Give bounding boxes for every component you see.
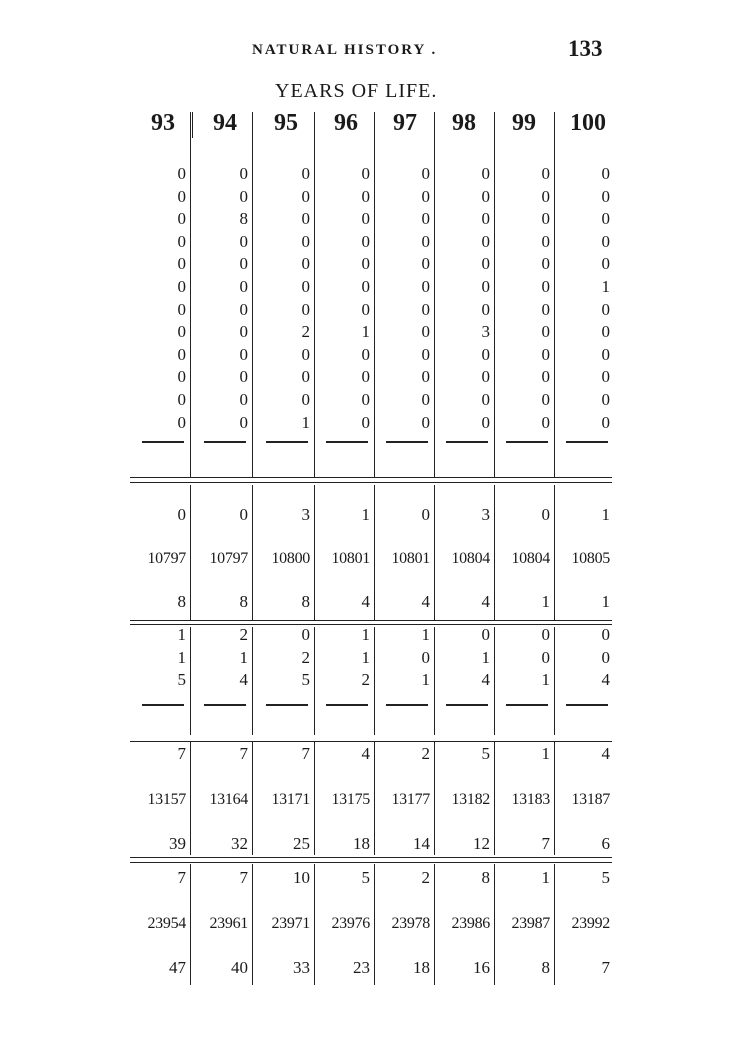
total-cell: 47 (169, 958, 186, 977)
annual-deaths-cell: 4 (481, 670, 490, 689)
column-divider (252, 864, 253, 985)
total-cell: 23976 (331, 915, 370, 932)
subtotal-cell: 3 (481, 505, 490, 524)
column-divider (434, 742, 435, 855)
annual-deaths-cell: 0 (601, 231, 610, 251)
annual-deaths-cell: 0 (301, 164, 310, 183)
column-divider (434, 627, 435, 735)
annual-deaths-cell: 0 (421, 412, 430, 432)
subtotal-cell: 13182 (451, 791, 490, 808)
column-divider (494, 742, 495, 855)
annual-deaths-cell: 0 (239, 277, 248, 296)
subtotal-cell: 13175 (331, 791, 370, 808)
subtotal-cell: 0 (421, 505, 430, 524)
annual-deaths-cell: 0 (601, 412, 610, 432)
subtotal-cell: 2 (421, 744, 430, 763)
annual-deaths-cell: 3 (481, 322, 490, 342)
annual-deaths-cell: 0 (601, 390, 610, 409)
annual-deaths-cell: 0 (301, 390, 310, 409)
annual-deaths-cell: 0 (239, 299, 248, 319)
annual-deaths-cell: 0 (239, 164, 248, 183)
annual-deaths-cell: 0 (481, 367, 490, 387)
annual-deaths-cell: 0 (481, 164, 490, 183)
column-divider (374, 742, 375, 855)
annual-deaths-cell: 0 (481, 625, 490, 644)
annual-deaths-cell: 0 (601, 648, 610, 667)
column-divider (494, 485, 495, 620)
column-divider (252, 112, 253, 478)
annual-deaths-cell: 1 (239, 648, 248, 667)
block-rule (130, 620, 612, 621)
total-cell: 23954 (147, 915, 186, 932)
annual-deaths-cell: 0 (239, 254, 248, 274)
annual-deaths-cell: 0 (541, 412, 550, 432)
annual-deaths-cell: 0 (541, 186, 550, 206)
subtotal-cell: 6 (601, 834, 610, 853)
page-number: 133 (568, 36, 603, 61)
annual-deaths-cell: 0 (421, 186, 430, 206)
annual-deaths-cell: 0 (481, 231, 490, 251)
sum-dash (204, 441, 246, 443)
subtotal-cell: 1 (541, 592, 550, 611)
subtotal-cell: 39 (169, 834, 186, 853)
subtotal-cell: 10800 (271, 550, 310, 567)
annual-deaths-cell: 0 (481, 186, 490, 206)
subtotal-cell: 10801 (391, 550, 430, 567)
subtotal-cell: 5 (481, 744, 490, 763)
annual-deaths-cell: 0 (301, 299, 310, 319)
subtotal-cell: 13171 (271, 791, 310, 808)
annual-deaths-cell: 0 (239, 344, 248, 364)
total-cell: 5 (361, 868, 370, 887)
total-cell: 40 (231, 958, 248, 977)
column-divider (314, 112, 315, 478)
subtotal-cell: 1 (601, 505, 610, 524)
annual-deaths-cell: 0 (541, 367, 550, 387)
annual-deaths-cell: 0 (177, 209, 186, 229)
column-header: 96 (334, 110, 358, 136)
subtotal-cell: 0 (177, 505, 186, 524)
annual-deaths-cell: 0 (481, 254, 490, 274)
subtotal-cell: 7 (301, 744, 310, 763)
annual-deaths-cell: 0 (361, 299, 370, 319)
annual-deaths-cell: 0 (301, 625, 310, 644)
annual-deaths-cell: 0 (601, 299, 610, 319)
block-rule (130, 857, 612, 858)
annual-deaths-cell: 0 (301, 344, 310, 364)
annual-deaths-cell: 0 (361, 344, 370, 364)
annual-deaths-cell: 4 (601, 670, 610, 689)
column-header: 100 (570, 110, 606, 136)
annual-deaths-cell: 2 (361, 670, 370, 689)
annual-deaths-cell: 0 (177, 254, 186, 274)
column-divider (554, 864, 555, 985)
subtotal-cell: 4 (481, 592, 490, 611)
annual-deaths-cell: 0 (421, 648, 430, 667)
annual-deaths-cell: 0 (541, 277, 550, 296)
total-cell: 23992 (571, 915, 610, 932)
total-cell: 7 (601, 958, 610, 977)
table-title: YEARS OF LIFE. (275, 80, 438, 102)
subtotal-cell: 8 (177, 592, 186, 611)
annual-deaths-cell: 0 (361, 412, 370, 432)
sum-dash (266, 704, 308, 706)
annual-deaths-cell: 2 (239, 625, 248, 644)
annual-deaths-cell: 0 (601, 164, 610, 183)
annual-deaths-cell: 0 (481, 390, 490, 409)
sum-dash (386, 704, 428, 706)
annual-deaths-cell: 0 (239, 390, 248, 409)
annual-deaths-cell: 0 (177, 299, 186, 319)
column-divider (494, 864, 495, 985)
annual-deaths-cell: 0 (239, 231, 248, 251)
subtotal-cell: 1 (601, 592, 610, 611)
subtotal-cell: 18 (353, 834, 370, 853)
column-header: 95 (274, 110, 298, 136)
annual-deaths-cell: 0 (541, 322, 550, 342)
sum-dash (326, 704, 368, 706)
total-cell: 18 (413, 958, 430, 977)
total-cell: 23971 (271, 915, 310, 932)
subtotal-cell: 7 (541, 834, 550, 853)
subtotal-cell: 4 (361, 744, 370, 763)
annual-deaths-cell: 0 (421, 344, 430, 364)
total-cell: 23986 (451, 915, 490, 932)
column-divider (190, 742, 191, 855)
sum-dash (446, 441, 488, 443)
total-cell: 23 (353, 958, 370, 977)
annual-deaths-cell: 0 (421, 277, 430, 296)
total-cell: 5 (601, 868, 610, 887)
annual-deaths-cell: 0 (361, 254, 370, 274)
total-cell: 10 (293, 868, 310, 887)
annual-deaths-cell: 0 (361, 390, 370, 409)
sum-dash (566, 704, 608, 706)
annual-deaths-cell: 0 (541, 344, 550, 364)
sum-dash (266, 441, 308, 443)
annual-deaths-cell: 0 (541, 390, 550, 409)
annual-deaths-cell: 0 (601, 367, 610, 387)
column-divider (190, 485, 191, 620)
column-divider (374, 112, 375, 478)
annual-deaths-cell: 0 (177, 367, 186, 387)
subtotal-cell: 10797 (209, 550, 248, 567)
total-cell: 23961 (209, 915, 248, 932)
column-divider (374, 864, 375, 985)
column-divider (494, 112, 495, 478)
column-divider (190, 627, 191, 735)
column-divider (374, 627, 375, 735)
subtotal-cell: 25 (293, 834, 310, 853)
annual-deaths-cell: 1 (481, 648, 490, 667)
annual-deaths-cell: 0 (361, 277, 370, 296)
subtotal-cell: 10804 (511, 550, 550, 567)
subtotal-cell: 0 (541, 505, 550, 524)
annual-deaths-cell: 0 (421, 322, 430, 342)
annual-deaths-cell: 2 (301, 322, 310, 342)
column-header: 97 (393, 110, 417, 136)
annual-deaths-cell: 0 (601, 625, 610, 644)
annual-deaths-cell: 0 (541, 625, 550, 644)
column-divider (434, 112, 435, 478)
subtotal-cell: 12 (473, 834, 490, 853)
total-cell: 2 (421, 868, 430, 887)
annual-deaths-cell: 0 (421, 299, 430, 319)
block-rule (130, 477, 612, 478)
column-divider (314, 627, 315, 735)
subtotal-cell: 7 (239, 744, 248, 763)
column-divider (554, 485, 555, 620)
subtotal-cell: 32 (231, 834, 248, 853)
subtotal-cell: 4 (421, 592, 430, 611)
annual-deaths-cell: 0 (301, 277, 310, 296)
total-cell: 33 (293, 958, 310, 977)
total-cell: 7 (239, 868, 248, 887)
annual-deaths-cell: 0 (421, 164, 430, 183)
annual-deaths-cell: 0 (177, 322, 186, 342)
annual-deaths-cell: 0 (601, 322, 610, 342)
sum-dash (506, 704, 548, 706)
subtotal-cell: 13157 (147, 791, 186, 808)
annual-deaths-cell: 0 (541, 164, 550, 183)
column-divider (314, 742, 315, 855)
column-header: 94 (213, 110, 237, 136)
annual-deaths-cell: 2 (301, 648, 310, 667)
column-divider (494, 627, 495, 735)
sum-dash (142, 441, 184, 443)
annual-deaths-cell: 1 (177, 648, 186, 667)
annual-deaths-cell: 0 (239, 322, 248, 342)
subtotal-cell: 10797 (147, 550, 186, 567)
block-rule (130, 862, 612, 863)
subtotal-cell: 3 (301, 505, 310, 524)
annual-deaths-cell: 0 (177, 412, 186, 432)
subtotal-cell: 4 (361, 592, 370, 611)
column-divider (434, 864, 435, 985)
annual-deaths-cell: 0 (421, 209, 430, 229)
annual-deaths-cell: 1 (177, 625, 186, 644)
column-divider (252, 742, 253, 855)
annual-deaths-cell: 0 (177, 231, 186, 251)
column-divider (434, 485, 435, 620)
subtotal-cell: 13187 (571, 791, 610, 808)
total-cell: 23987 (511, 915, 550, 932)
annual-deaths-cell: 0 (301, 367, 310, 387)
annual-deaths-cell: 0 (177, 344, 186, 364)
column-divider (314, 485, 315, 620)
annual-deaths-cell: 0 (301, 254, 310, 274)
subtotal-cell: 1 (361, 505, 370, 524)
annual-deaths-cell: 1 (421, 625, 430, 644)
total-cell: 16 (473, 958, 490, 977)
annual-deaths-cell: 0 (421, 254, 430, 274)
annual-deaths-cell: 0 (541, 231, 550, 251)
annual-deaths-cell: 1 (361, 648, 370, 667)
sum-dash (386, 441, 428, 443)
annual-deaths-cell: 0 (541, 209, 550, 229)
header-divider (192, 112, 193, 138)
column-header: 93 (151, 110, 175, 136)
total-cell: 7 (177, 868, 186, 887)
annual-deaths-cell: 0 (481, 412, 490, 432)
annual-deaths-cell: 0 (361, 209, 370, 229)
annual-deaths-cell: 0 (541, 254, 550, 274)
annual-deaths-cell: 0 (481, 299, 490, 319)
annual-deaths-cell: 0 (421, 390, 430, 409)
annual-deaths-cell: 0 (361, 367, 370, 387)
annual-deaths-cell: 5 (301, 670, 310, 689)
annual-deaths-cell: 0 (239, 367, 248, 387)
annual-deaths-cell: 0 (239, 412, 248, 432)
annual-deaths-cell: 0 (239, 186, 248, 206)
annual-deaths-cell: 0 (481, 344, 490, 364)
column-divider (554, 627, 555, 735)
subtotal-cell: 0 (239, 505, 248, 524)
annual-deaths-cell: 0 (541, 648, 550, 667)
subtotal-cell: 14 (413, 834, 430, 853)
column-divider (554, 112, 555, 478)
annual-deaths-cell: 0 (177, 164, 186, 183)
annual-deaths-cell: 1 (361, 322, 370, 342)
annual-deaths-cell: 0 (601, 254, 610, 274)
sum-dash (142, 704, 184, 706)
column-divider (374, 485, 375, 620)
column-divider (252, 627, 253, 735)
column-divider (190, 112, 191, 478)
subtotal-cell: 13164 (209, 791, 248, 808)
total-cell: 8 (541, 958, 550, 977)
total-cell: 8 (481, 868, 490, 887)
annual-deaths-cell: 1 (421, 670, 430, 689)
annual-deaths-cell: 0 (301, 231, 310, 251)
column-header: 99 (512, 110, 536, 136)
block-rule (130, 624, 612, 625)
block-rule (130, 482, 612, 483)
subtotal-cell: 7 (177, 744, 186, 763)
subtotal-cell: 8 (301, 592, 310, 611)
annual-deaths-cell: 5 (177, 670, 186, 689)
annual-deaths-cell: 0 (301, 209, 310, 229)
annual-deaths-cell: 0 (361, 231, 370, 251)
annual-deaths-cell: 0 (361, 186, 370, 206)
running-head: NATURAL HISTORY . (252, 42, 438, 58)
annual-deaths-cell: 0 (177, 186, 186, 206)
annual-deaths-cell: 0 (421, 367, 430, 387)
annual-deaths-cell: 8 (239, 209, 248, 229)
sum-dash (326, 441, 368, 443)
subtotal-cell: 10804 (451, 550, 490, 567)
annual-deaths-cell: 0 (177, 277, 186, 296)
subtotal-cell: 1 (541, 744, 550, 763)
block-rule (130, 741, 612, 742)
sum-dash (506, 441, 548, 443)
annual-deaths-cell: 1 (601, 277, 610, 296)
annual-deaths-cell: 0 (601, 344, 610, 364)
subtotal-cell: 4 (601, 744, 610, 763)
annual-deaths-cell: 0 (481, 277, 490, 296)
subtotal-cell: 10805 (571, 550, 610, 567)
annual-deaths-cell: 0 (601, 209, 610, 229)
annual-deaths-cell: 0 (421, 231, 430, 251)
sum-dash (566, 441, 608, 443)
annual-deaths-cell: 0 (301, 186, 310, 206)
subtotal-cell: 10801 (331, 550, 370, 567)
subtotal-cell: 13183 (511, 791, 550, 808)
sum-dash (204, 704, 246, 706)
subtotal-cell: 13177 (391, 791, 430, 808)
annual-deaths-cell: 0 (601, 186, 610, 206)
annual-deaths-cell: 1 (301, 412, 310, 432)
annual-deaths-cell: 4 (239, 670, 248, 689)
annual-deaths-cell: 1 (541, 670, 550, 689)
annual-deaths-cell: 0 (177, 390, 186, 409)
total-cell: 23978 (391, 915, 430, 932)
annual-deaths-cell: 0 (481, 209, 490, 229)
column-header: 98 (452, 110, 476, 136)
annual-deaths-cell: 1 (361, 625, 370, 644)
annual-deaths-cell: 0 (541, 299, 550, 319)
column-divider (554, 742, 555, 855)
column-divider (190, 864, 191, 985)
column-divider (314, 864, 315, 985)
sum-dash (446, 704, 488, 706)
total-cell: 1 (541, 868, 550, 887)
subtotal-cell: 8 (239, 592, 248, 611)
column-divider (252, 485, 253, 620)
annual-deaths-cell: 0 (361, 164, 370, 183)
